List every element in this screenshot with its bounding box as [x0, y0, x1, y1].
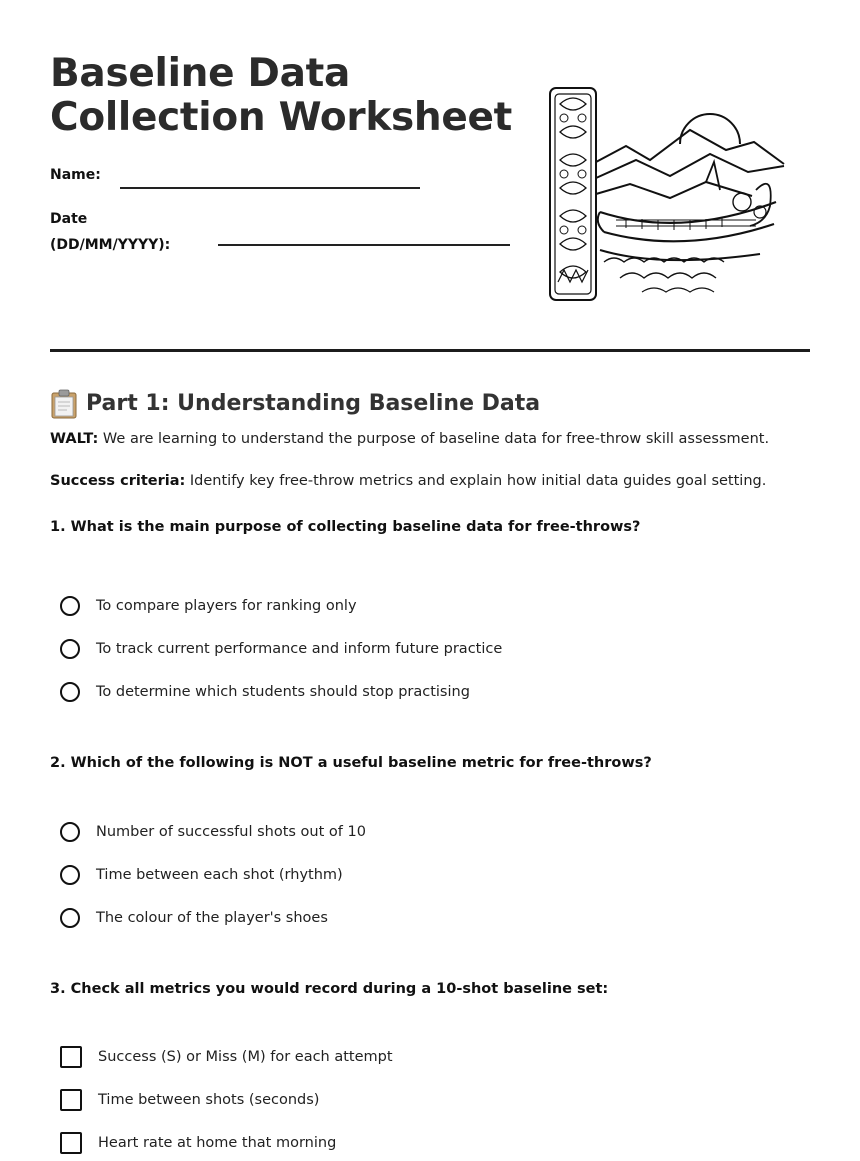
option-label: To determine which students should stop practising [96, 684, 470, 700]
date-label-line2: (DD/MM/YYYY): [50, 237, 171, 253]
radio-button[interactable] [60, 596, 80, 616]
date-field[interactable] [218, 244, 510, 246]
question-1: 1. What is the main purpose of collecting baseline data for free-throws? [50, 519, 641, 535]
radio-button[interactable] [60, 639, 80, 659]
q3-option-2[interactable] [60, 1088, 319, 1112]
q1-option-3[interactable] [60, 680, 470, 704]
success-criteria-paragraph [50, 470, 766, 492]
date-label-line1: Date [50, 211, 88, 227]
checkbox[interactable] [60, 1046, 82, 1068]
walt-paragraph [50, 428, 769, 450]
option-label: The colour of the player's shoes [96, 910, 328, 926]
radio-button[interactable] [60, 682, 80, 702]
name-label: Name: [50, 167, 101, 183]
q2-option-3[interactable] [60, 906, 328, 930]
checkbox[interactable] [60, 1089, 82, 1111]
option-label: Time between each shot (rhythm) [96, 867, 343, 883]
q3-option-3[interactable] [60, 1131, 336, 1155]
part1-title: Part 1: Understanding Baseline Data [86, 391, 541, 416]
checkbox[interactable] [60, 1132, 82, 1154]
section-divider [50, 349, 810, 352]
radio-button[interactable] [60, 865, 80, 885]
name-field[interactable] [120, 187, 420, 189]
question-2: 2. Which of the following is NOT a useful baseline metric for free-throws? [50, 755, 652, 771]
walt-label: WALT: [50, 431, 99, 447]
radio-button[interactable] [60, 908, 80, 928]
option-label: Heart rate at home that morning [98, 1135, 337, 1151]
option-label: To track current performance and inform future practice [96, 641, 503, 657]
success-criteria-text: Identify key free-throw metrics and explain how initial data guides goal setting. [185, 473, 767, 489]
success-criteria-label: Success criteria: [50, 473, 186, 489]
q3-option-1[interactable] [60, 1045, 393, 1069]
q1-option-2[interactable] [60, 637, 502, 661]
clipboard-icon [50, 389, 78, 419]
walt-text: We are learning to understand the purpose of baseline data for free-throw skill assessment. [98, 431, 770, 447]
option-label: Success (S) or Miss (M) for each attempt [98, 1049, 393, 1065]
option-label: Number of successful shots out of 10 [96, 824, 366, 840]
maori-carving-waka-landscape-illustration [546, 82, 786, 304]
option-label: To compare players for ranking only [96, 598, 357, 614]
q1-option-1[interactable] [60, 594, 357, 618]
option-label: Time between shots (seconds) [98, 1092, 320, 1108]
part1-title-heading [50, 388, 540, 420]
radio-button[interactable] [60, 822, 80, 842]
question-3: 3. Check all metrics you would record during a 10-shot baseline set: [50, 981, 609, 997]
page-title: Baseline Data Collection Worksheet [50, 51, 512, 140]
q2-option-2[interactable] [60, 863, 343, 887]
q2-option-1[interactable] [60, 820, 366, 844]
